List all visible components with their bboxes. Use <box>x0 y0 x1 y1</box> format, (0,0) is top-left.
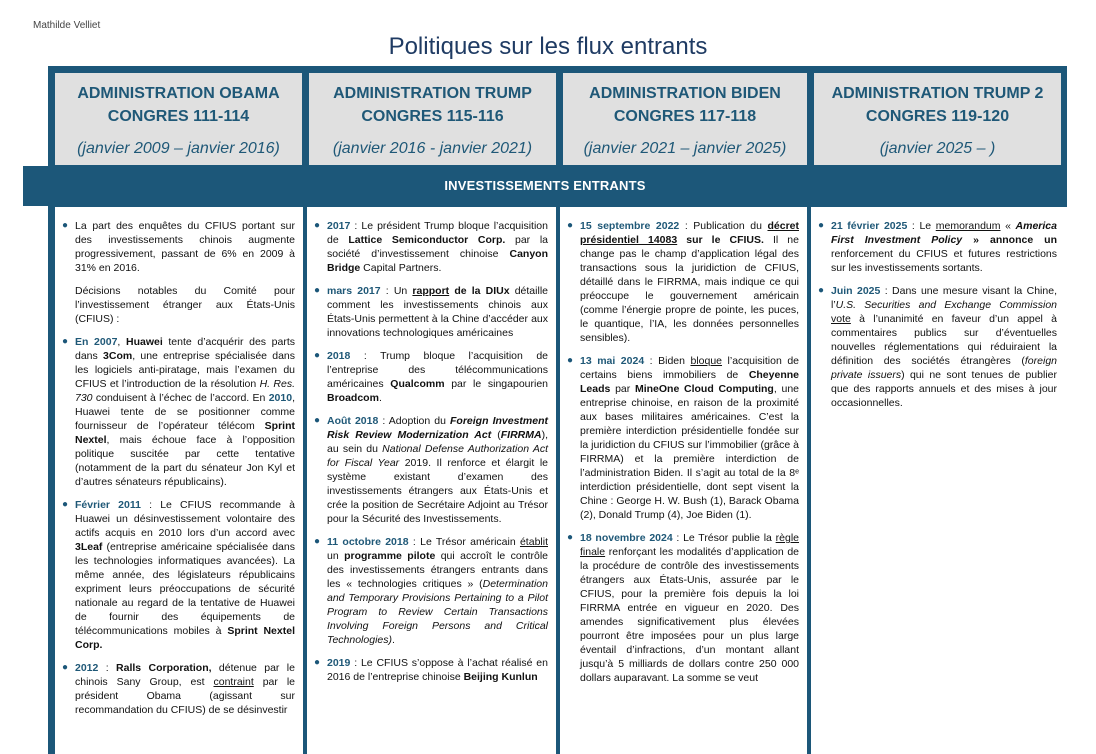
bullet-icon: ● <box>314 536 321 547</box>
column-obama <box>55 207 303 754</box>
list-item <box>314 535 549 647</box>
list-item-text <box>327 656 548 684</box>
text-run: rapport <box>412 285 450 297</box>
text-run: Broadcom <box>327 392 379 404</box>
text-run: memorandum <box>935 220 1001 232</box>
list-item <box>314 284 548 340</box>
text-run: : Adoption du <box>378 415 451 427</box>
text-run: l’acquisition de certains biens immobiliers de <box>580 355 800 381</box>
text-run: , mais échoue face à l’opposition politique suscitée par cette tentative (notamment de la part du sénateur Jon Kyl et d’autres sénateurs républicains). <box>75 434 295 488</box>
text-run: 2018 <box>327 350 351 362</box>
list-item-text <box>75 498 295 652</box>
text-run: : Publication du <box>679 220 768 232</box>
list-item-text <box>327 219 548 275</box>
text-run: un <box>327 550 345 562</box>
text-run: par le singapourien <box>444 378 549 390</box>
text-run: : Le Trésor publie la <box>672 532 776 544</box>
header-admin-name: ADMINISTRATION TRUMP 2 <box>831 85 1044 102</box>
bullet-icon: ● <box>314 285 321 296</box>
list-item <box>62 498 295 652</box>
text-run: ) qui ne sont tenues de publier que des rapports annuels et des mises à jour occasionnelles. <box>831 369 1057 409</box>
text-run: contraint <box>213 676 254 688</box>
text-run: par le président Obama (agissant sur recommandation du CFIUS) de se désinvestir <box>75 676 295 716</box>
list-item <box>62 661 295 717</box>
text-run: FIRRMA <box>500 429 542 441</box>
column-trump-2 <box>811 207 1067 754</box>
text-run: 13 mai 2024 <box>580 355 645 367</box>
text-run: Il ne change pas le champ d’application légal des transactions sous la juridiction de CFIUS, détaillé dans le FIRRMA, mais indique ce qui préoccupe le gouvernement américain (comme l’énergie propre de pointe, les puces, le quantique, l’IA, les données personnelles sensibles). <box>580 234 799 344</box>
text-run: Determination and Temporary Provisions Pertaining to a Pilot Program to Review Certain Transactions Involving Foreign Persons and Critical Technologies) <box>327 578 548 646</box>
text-run: Août 2018 <box>327 415 379 427</box>
text-run: MineOne Cloud Computing <box>634 383 774 395</box>
list-item-text <box>327 414 548 526</box>
text-run: . <box>392 634 395 646</box>
text-run: , une entreprise chinoise, en raison de la proximité aux bases militaires américaines. C’est la première interdiction présidentielle fondée sur la juridiction du CFIUS sur l’immobilier (grâce à FIRRMA) et la première interdiction de l’administration Biden. Il s’agit au total de la 8ᵉ interdiction présidentielle, dont sept visent la Chine : George H. W. Bush (1), Barack Obama (2), Donald Trump (4), Joe Biden (1). <box>580 383 800 521</box>
text-run: bloque <box>690 355 723 367</box>
text-run: Huawei <box>125 336 163 348</box>
header-congress: CONGRES 115-116 <box>361 108 504 125</box>
text-run: , Huawei tente de se positionner comme fournisseur de l’opérateur télécom <box>75 392 295 432</box>
header-period: (janvier 2016 - janvier 2021) <box>332 140 533 157</box>
list-item <box>314 656 548 684</box>
text-run: 15 septembre 2022 <box>580 220 680 232</box>
text-run: vote <box>831 313 851 325</box>
text-run: 11 octobre 2018 <box>327 536 409 548</box>
bullet-icon: ● <box>818 285 825 296</box>
text-run: Lattice Semiconductor Corp. <box>348 234 506 246</box>
text-run: National Defense Authorization Act for Fiscal Year <box>327 443 548 469</box>
list-item <box>314 349 549 405</box>
text-run: foreign private issuers <box>831 355 1057 381</box>
text-run: Juin 2025 <box>831 285 881 297</box>
text-run: Foreign Investment Risk Review Modernization Act <box>327 415 548 441</box>
list-item-text <box>580 219 799 345</box>
text-run: « <box>1000 220 1016 232</box>
text-run: : <box>98 662 117 674</box>
text-run: à l’unanimité en faveur d’un appel à commentaires publics sur d’éventuelles nouvelles réglementations qui réduiraient la définition des sociétés étrangères ( <box>831 313 1057 367</box>
column-trump <box>307 207 556 754</box>
text-run: 21 février 2025 <box>831 220 908 232</box>
list-item <box>818 219 1058 275</box>
text-run: renforcement du CFIUS et futures restrictions sur les investissements sortants. <box>831 248 1057 274</box>
header-admin-name: ADMINISTRATION TRUMP <box>333 85 532 102</box>
text-run: » annonce un <box>962 234 1058 246</box>
text-run: ( <box>491 429 501 441</box>
text-run: : Le <box>907 220 936 232</box>
text-run: détaille comment les investissements chinois aux États-Unis permettent à la Chine d’accéder aux innovations technologiques américaines <box>327 285 548 339</box>
text-run: 2019 <box>327 657 351 669</box>
bullet-icon: ● <box>567 220 574 231</box>
text-run: détenue par le chinois Sany Group, est <box>75 662 295 688</box>
text-run: : Un <box>380 285 413 297</box>
text-run: H. Res. 730 <box>75 378 295 404</box>
text-run: : Le CFIUS s’oppose à l’achat réalisé en 2016 de l’entreprise chinoise <box>327 657 548 683</box>
text-run: qui accroît le contrôle des investissements étrangers entrants dans les « technologies critiques » ( <box>327 550 549 590</box>
header-congress: CONGRES 117-118 <box>613 108 757 125</box>
bullet-icon: ● <box>314 657 321 668</box>
list-item-text <box>75 335 295 489</box>
list-item <box>62 219 295 275</box>
text-run: décret présidentiel 14083 <box>580 220 799 246</box>
list-item <box>314 414 548 526</box>
header-obama <box>55 73 302 165</box>
text-run: mars 2017 <box>327 285 381 297</box>
text-run: En 2007 <box>75 336 118 348</box>
list-item-text <box>580 354 799 522</box>
header-trump-2 <box>814 73 1061 165</box>
header-congress: CONGRES 119-120 <box>865 108 1010 125</box>
text-run: U.S. Securities and Exchange Commission <box>835 299 1057 311</box>
text-run: , une entreprise spécialisée dans les logiciels anti-piratage, mais l’examen du CFIUS et l’introduction de la résolution <box>75 350 296 390</box>
text-run: La part des enquêtes du CFIUS portant sur des investissements chinois augmente progressivement, passant de 6% en 2009 à 31% en 2016. <box>75 220 295 274</box>
text-run: 3Leaf <box>75 541 103 553</box>
bullet-icon: ● <box>62 336 69 347</box>
text-run: règle finale <box>580 532 799 558</box>
header-period: (janvier 2009 – janvier 2016) <box>77 140 280 157</box>
list-item <box>62 335 296 489</box>
text-run: sur le CFIUS. <box>677 234 764 246</box>
text-run: : Trump bloque l’acquisition de l’entreprise des télécommunications américaines <box>327 350 548 390</box>
bullet-icon: ● <box>62 499 69 510</box>
text-run: 2019. Il renforce et élargit le système existant d’examen des investissements étrangers aux États-Unis et crée la position de Secrétaire Adjoint au Trésor pour la Sécurité des Investissements. <box>327 457 548 525</box>
bullet-icon: ● <box>314 350 321 361</box>
header-admin-name: ADMINISTRATION BIDEN <box>589 85 781 102</box>
author-name: Mathilde Velliet <box>33 20 101 31</box>
list-item <box>567 354 800 522</box>
text-run: Ralls Corporation, <box>116 662 212 674</box>
text-run: : Le CFIUS recommande à Huawei un désinvestissement volontaire des actifs acquis en 2010 lors d’un accord avec <box>75 499 295 539</box>
text-run: Février 2011 <box>75 499 141 511</box>
bullet-icon: ● <box>567 355 574 366</box>
list-item <box>567 531 799 685</box>
list-item-text <box>327 284 548 340</box>
list-item-text <box>327 535 548 647</box>
text-run: Décisions notables du Comité pour l’investissement étranger aux États-Unis (CFIUS) : <box>75 285 295 325</box>
paragraph <box>75 284 295 326</box>
text-run: 2010 <box>268 392 293 404</box>
text-run: 18 novembre 2024 <box>580 532 673 544</box>
text-run: America First Investment Policy <box>831 220 1057 246</box>
text-run: ), au sein du <box>327 429 548 455</box>
bullet-icon: ● <box>314 220 321 231</box>
text-run: : Dans une mesure visant la Chine, l’ <box>831 285 1057 311</box>
text-run: Sprint Nextel Corp. <box>75 625 295 651</box>
text-run: de la DIUx <box>449 285 510 297</box>
text-run: Canyon Bridge <box>327 248 548 274</box>
text-run: : Le président Trump bloque l’acquisition de <box>327 220 548 246</box>
text-run: par <box>610 383 635 395</box>
text-run: , <box>117 336 126 348</box>
list-item <box>314 219 548 275</box>
bullet-icon: ● <box>567 532 574 543</box>
header-biden <box>563 73 807 165</box>
header-admin-name: ADMINISTRATION OBAMA <box>77 85 280 102</box>
list-item <box>818 284 1057 410</box>
text-run: 3Com <box>103 350 133 362</box>
text-run: programme pilote <box>344 550 436 562</box>
text-run: 2017 <box>327 220 351 232</box>
section-band-label: INVESTISSEMENTS ENTRANTS <box>444 178 646 193</box>
text-run: Capital Partners. <box>360 262 442 274</box>
text-run: tente d’acquérir des parts dans <box>75 336 296 362</box>
text-run: renforçant les modalités d’application de la procédure de contrôle des investissements étrangers aux États-Unis, assurée par le CFIUS, pour la première fois depuis la loi FIRRMA entrée en vigueur en 2020. Des amendes significativement plus élevées pourront être imposées pour un plus large éventail d’infractions, d’un montant allant jusqu’à 5 milliards de dollars contre 250 000 dollars auparavant. La somme se veut <box>580 546 799 684</box>
list-item-text <box>580 531 799 685</box>
text-run: par la société d’investissement chinoise <box>327 234 548 260</box>
bullet-icon: ● <box>818 220 825 231</box>
list-item-text <box>831 219 1057 275</box>
text-run: (entreprise américaine spécialisée dans les technologies informatiques avancées). La même année, des législateurs républicains expriment leurs préoccupations de sécurité nationale au regard de la tentative de Huawei de fournir des équipements de télécommunications mobiles à <box>75 541 295 637</box>
column-biden <box>560 207 807 754</box>
header-congress: CONGRES 111-114 <box>107 108 250 125</box>
text-run: conduisent à l’échec de l’accord. En <box>92 392 269 404</box>
text-run: 2012 <box>75 662 99 674</box>
list-item-text <box>75 219 295 275</box>
list-item-text <box>831 284 1057 410</box>
list-item <box>567 219 799 345</box>
page-title: Politiques sur les flux entrants <box>388 33 708 60</box>
text-run: . <box>378 392 382 404</box>
text-run: : Biden <box>644 355 691 367</box>
header-period: (janvier 2021 – janvier 2025) <box>583 140 787 157</box>
text-run: établit <box>519 536 548 548</box>
header-period: (janvier 2025 – ) <box>879 140 996 157</box>
text-run: Sprint Nextel <box>75 420 295 446</box>
text-run: Beijing Kunlun <box>463 671 538 683</box>
text-run: : Le Trésor américain <box>408 536 520 548</box>
text-run: Cheyenne Leads <box>580 369 799 395</box>
bullet-icon: ● <box>62 220 69 231</box>
bullet-icon: ● <box>314 415 321 426</box>
bullet-icon: ● <box>62 662 69 673</box>
header-trump <box>309 73 556 165</box>
list-item-text <box>327 349 548 405</box>
list-item-text <box>75 661 295 717</box>
text-run: Qualcomm <box>390 378 445 390</box>
